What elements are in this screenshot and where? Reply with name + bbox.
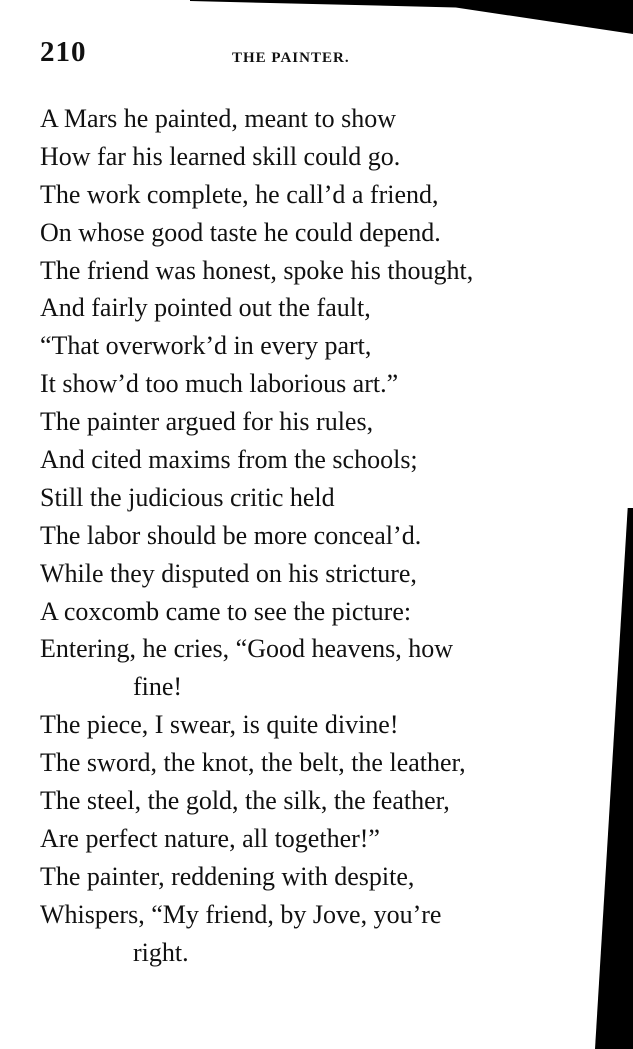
poem-line: fine! [133,672,183,702]
poem-line: A coxcomb came to see the picture: [40,596,412,626]
poem-line: A Mars he painted, meant to show [40,104,396,133]
poem-line: The painter argued for his rules, [40,407,374,437]
poem-line: Entering, he cries, “Good heavens, how [40,634,453,664]
poem-line: The piece, I swear, is quite divine! [40,710,399,740]
poem-line: Whispers, “My friend, by Jove, you’re [40,899,442,929]
poem-line: On whose good taste he could depend. [40,217,441,247]
poem-line: And cited maxims from the schools; [40,445,418,475]
poem-line: right. [133,937,189,967]
poem-line: Are perfect nature, all together!” [40,823,380,853]
poem-line: Still the judicious critic held [40,482,335,512]
poem-text [40,100,600,971]
scan-shadow-right [595,508,633,1049]
running-head: THE PAINTER. [232,50,350,66]
poem-line: The friend was honest, spoke his thought, [40,255,474,285]
poem-line: How far his learned skill could go. [40,141,401,171]
poem-line: The painter, reddening with despite, [40,861,415,891]
poem-line: The work complete, he call’d a friend, [40,179,439,209]
poem-line: It show’d too much laborious art.” [40,369,399,399]
scan-shadow-top [190,0,633,34]
page-number: 210 [40,36,87,68]
poem-line: “That overwork’d in every part, [40,331,372,361]
poem-line: The sword, the knot, the belt, the leather, [40,748,466,778]
poem-line: The steel, the gold, the silk, the feather, [40,786,450,816]
poem-line: The labor should be more conceal’d. [40,520,422,550]
poem-line: While they disputed on his stricture, [40,558,417,588]
poem-line: And fairly pointed out the fault, [40,293,371,323]
